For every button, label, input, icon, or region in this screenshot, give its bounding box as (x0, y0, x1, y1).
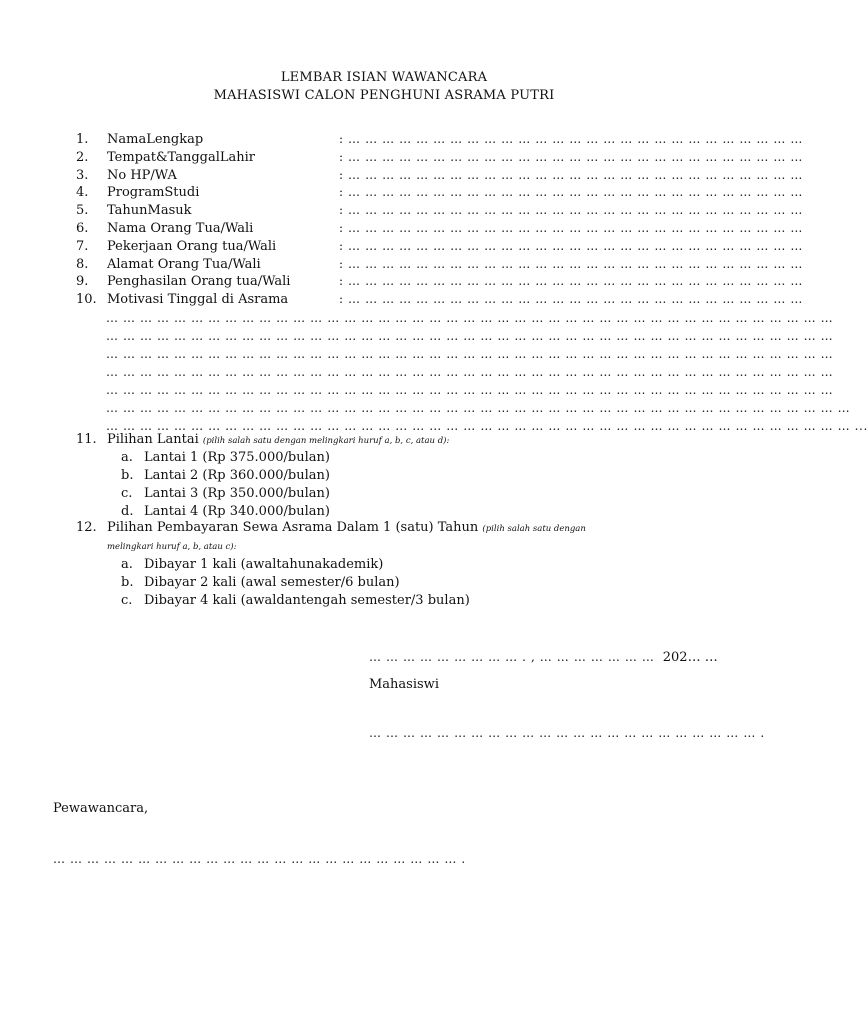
question-label (107, 520, 586, 535)
field-label: Nama Orang Tua/Wali (107, 220, 254, 236)
field-number: 10. (76, 292, 97, 308)
title-line-1: LEMBAR ISIAN WAWANCARA (280, 70, 488, 85)
field-number: 5. (76, 203, 89, 219)
field-fill-line: : … … … … … … … … … … … … … … … … … … … … … … … … … … … (339, 220, 804, 235)
field-row (76, 273, 804, 291)
field-number: 3. (76, 167, 89, 183)
field-label: Motivasi Tinggal di Asrama (107, 292, 289, 308)
option-letter: d. (121, 504, 134, 519)
option-text: Dibayar 4 kali (awaldantengah semester/3 bulan) (144, 593, 470, 608)
option-letter: b. (121, 468, 134, 483)
answer-line: … … … … … … … … … … … … … … … … … … … … … … … … … … … … … … … … … … … … … … … … … … … (106, 311, 834, 325)
question-label (107, 432, 449, 447)
field-label: ProgramStudi (107, 185, 200, 201)
field-fill-line: : … … … … … … … … … … … … … … … … … … … … … … … … … … … (339, 238, 804, 253)
place-date-dots: … … … … … … … … … . , … … … … … … … (369, 650, 655, 664)
field-row (76, 184, 804, 202)
answer-line: … … … … … … … … … … … … … … … … … … … … … … … … … … … … … … … … … … … … … … … … … … … (106, 347, 834, 361)
question-note: (pilih salah satu dengan (482, 524, 586, 534)
field-row (76, 131, 804, 149)
field-number: 1. (76, 132, 89, 147)
field-label: No HP/WA (107, 167, 177, 183)
field-label: TahunMasuk (107, 203, 192, 219)
option-letter: a. (121, 557, 133, 572)
field-row (76, 256, 804, 274)
field-row (76, 291, 804, 309)
field-number: 7. (76, 238, 89, 254)
question-note: (pilih salah satu dengan melingkari huruf a, b, c, atau d): (202, 436, 450, 446)
year-text: 202… … (662, 650, 718, 665)
question-text: Pilihan Lantai (107, 432, 199, 447)
option-letter: b. (121, 575, 134, 590)
field-fill-line: : … … … … … … … … … … … … … … … … … … … … … … … … … … … (339, 203, 804, 218)
answer-line: … … … … … … … … … … … … … … … … … … … … … … … … … … … … … … … … … … … … … … … … … … … (106, 365, 834, 379)
motivation-answer-lines (106, 309, 868, 435)
option-text: Dibayar 2 kali (awal semester/6 bulan) (144, 575, 400, 590)
field-label: Alamat Orang Tua/Wali (107, 256, 261, 272)
field-fill-line: : … … … … … … … … … … … … … … … … … … … … … … … … … … … (339, 149, 804, 164)
answer-line: … … … … … … … … … … … … … … … … … … … … … … … … … … … … … … … … … … … … … … … … … … … (106, 329, 834, 343)
field-label: NamaLengkap (107, 132, 204, 147)
question-text: Pilihan Pembayaran Sewa Asrama Dalam 1 (satu) Tahun (107, 520, 479, 535)
option-letter: c. (121, 486, 133, 501)
field-number: 4. (76, 185, 89, 201)
field-fill-line: : … … … … … … … … … … … … … … … … … … … … … … … … … … … (339, 167, 804, 182)
field-fill-line: : … … … … … … … … … … … … … … … … … … … … … … … … … … … (339, 274, 804, 289)
option-letter: c. (121, 593, 133, 608)
field-fill-line: : … … … … … … … … … … … … … … … … … … … … … … … … … … … (339, 256, 804, 271)
field-label: Tempat&TanggalLahir (107, 149, 256, 165)
place-date-line (369, 650, 718, 665)
field-number: 6. (76, 220, 89, 236)
title-line-2: MAHASISWI CALON PENGHUNI ASRAMA PUTRI (213, 88, 555, 103)
field-row (76, 220, 804, 238)
field-row (76, 238, 804, 256)
field-label: Penghasilan Orang tua/Wali (107, 274, 291, 290)
interviewer-label: Pewawancara, (53, 801, 149, 816)
field-label: Pekerjaan Orang tua/Wali (107, 238, 277, 254)
signer-name-line: … … … … … … … … … … … … … … … … … … … … … … … . (369, 726, 765, 740)
question-number: 12. (76, 520, 97, 535)
answer-line: … … … … … … … … … … … … … … … … … … … … … … … … … … … … … … … … … … … … … … … … … … … (106, 383, 834, 397)
answer-line: … … … … … … … … … … … … … … … … … … … … … … … … … … … … … … … … … … … … … … … … … … … … (106, 401, 851, 415)
field-fill-line: : … … … … … … … … … … … … … … … … … … … … … … … … … … … (339, 185, 804, 200)
option-text: Lantai 1 (Rp 375.000/bulan) (144, 450, 330, 465)
option-text: Lantai 3 (Rp 350.000/bulan) (144, 486, 330, 501)
field-fill-line: : … … … … … … … … … … … … … … … … … … … … … … … … … … … (339, 292, 804, 307)
field-fill-line: : … … … … … … … … … … … … … … … … … … … … … … … … … … … (339, 132, 804, 146)
answer-line: … … … … … … … … … … … … … … … … … … … … … … … … … … … … … … … … … … … … … … … … … … … … ... (106, 419, 868, 433)
field-row (76, 167, 804, 185)
form-fields (76, 131, 804, 309)
field-number: 8. (76, 256, 89, 272)
question-number: 11. (76, 432, 97, 447)
field-row (76, 202, 804, 220)
option-letter: a. (121, 450, 133, 465)
field-number: 9. (76, 274, 89, 290)
option-text: Dibayar 1 kali (awaltahunakademik) (144, 557, 384, 572)
interviewer-name-line: … … … … … … … … … … … … … … … … … … … … … … … … . (53, 852, 466, 866)
option-text: Lantai 2 (Rp 360.000/bulan) (144, 468, 330, 483)
field-row (76, 149, 804, 167)
option-text: Lantai 4 (Rp 340.000/bulan) (144, 504, 330, 519)
field-number: 2. (76, 149, 89, 165)
question-note-continued: melingkari huruf a, b, atau c): (107, 542, 237, 552)
signer-role: Mahasiswi (369, 677, 439, 692)
